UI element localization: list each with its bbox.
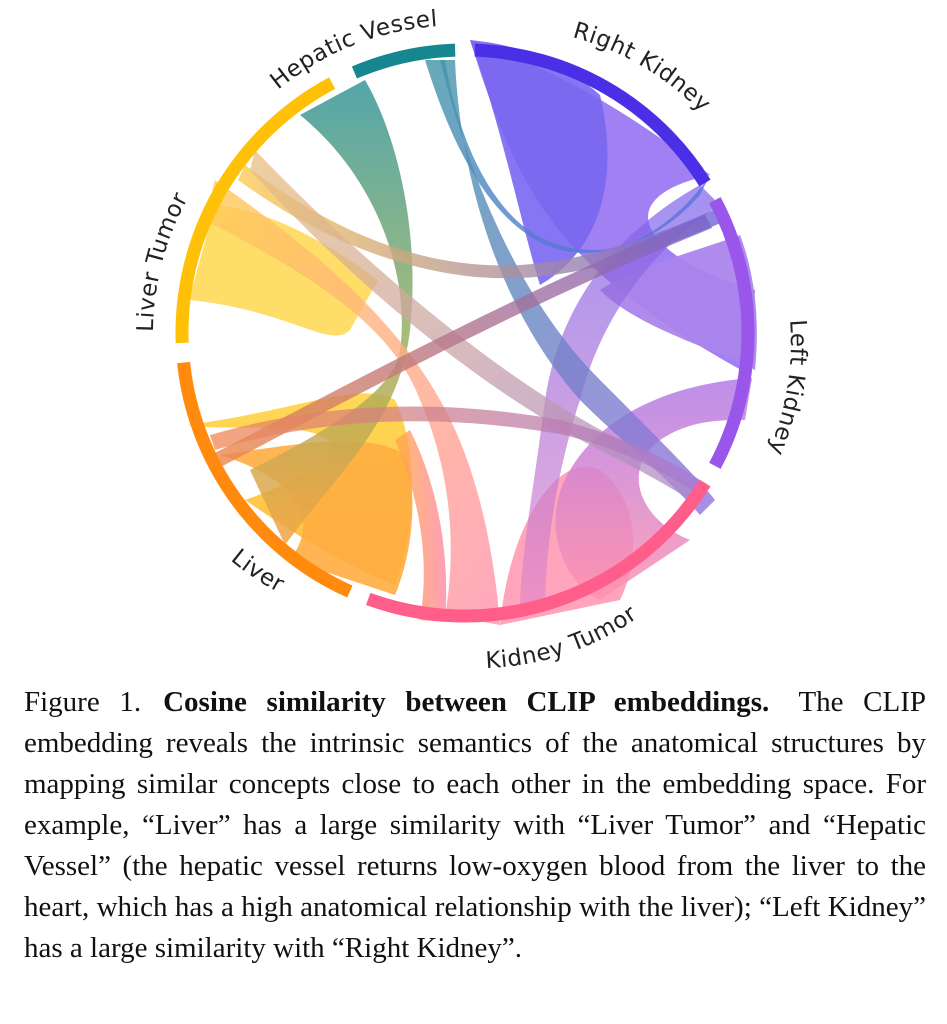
- caption-figure-label: Figure 1.: [24, 686, 142, 718]
- label-liver: Liver: [226, 544, 289, 598]
- label-liver-tumor: Liver Tumor: [132, 188, 194, 333]
- label-left-kidney: Left Kidney: [762, 318, 811, 460]
- caption-body: The CLIP embedding reveals the intrinsic semantics of the anatomical structures by mapping similar concepts close to each other in the embedding space. For example, “Liver” has a large similarity with “Liver Tumor” and “Hepatic Vessel” (the hepatic vessel returns low-oxygen blood from the liver to the heart, which has a high anatomical relationship with the liver); “Left Kidney” has a large similarity with “Right Kidney”.: [24, 686, 927, 964]
- ribbon-left-kidney-kidney-tumor: [556, 378, 752, 600]
- label-right-kidney: Right Kidney: [570, 17, 716, 118]
- figure-caption: [24, 682, 926, 969]
- label-kidney-tumor: Kidney Tumor: [484, 600, 642, 675]
- label-hepatic-vessel: Hepatic Vessel: [265, 6, 439, 95]
- caption-title: Cosine similarity between CLIP embeddings.: [163, 686, 770, 718]
